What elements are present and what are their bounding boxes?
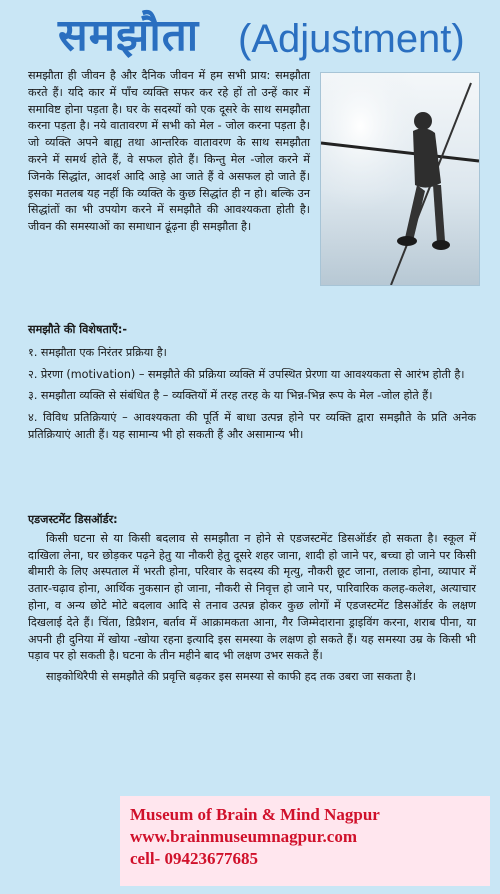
feature-item: १. समझौता एक निरंतर प्रक्रिया है।	[28, 345, 167, 359]
disorder-heading: एडजस्टमेंट डिसऑर्डर:	[28, 513, 118, 526]
intro-section	[28, 68, 480, 290]
museum-phone[interactable]: cell- 09423677685	[130, 849, 258, 868]
disorder-paragraph: किसी घटना से या किसी बदलाव से समझौता न होने से एडजस्टमेंट डिसऑर्डर हो सकता है। स्कूल में दाखिला लेना, घर छोड़कर पढ़ने हेतु या नौकरी हेतु दूसरे शहर जाना, शादी हो जाने पर, बच्चा हो जाने पर किसी बीमारी के लिए अस्पताल में भरती होना, परिवार के सदस्य की मृत्यु, नौकरी छूट जाना, तलाक होना, व्यापार में उतार-चढ़ाव होना, आर्थिक नुकसान हो जाना, नौकरी से निवृत्त हो जाने पर, पारिवारिक कलह-कलेश, अत्याचार होना, व अन्य छोटे मोटे बदलाव आदि से तनाव उत्पन्न होकर कुछ लोगों में एडजस्टमेंट डिसऑर्डर के लक्षण दिखलाई देते हैं। चिंता, डिप्रैशन, बर्ताव में आक्रामकता आना, गैर जिम्मेदाराना ड्राइविंग करना, शराब पीना, या अपनी ही दुनिया में खोया -खोया रहना इत्यादि इस समस्या के लक्षण हो सकते हैं। यह समस्या उम्र के किसी भी पड़ाव पर हो सकती है। घटना के तीन महीने बाद भी लक्षण उभर सकते हैं।	[28, 531, 476, 663]
feature-item: २. प्रेरणा (motivation) – समझौते की प्रक्रिया व्यक्ति में उपस्थित प्रेरणा या आवश्यकता से आरंभ होती है।	[28, 367, 465, 381]
disorder-section	[28, 512, 476, 686]
features-heading: समझौते की विशेषताएँ:-	[28, 323, 128, 336]
museum-name: Museum of Brain & Mind Nagpur	[130, 805, 380, 824]
header	[28, 0, 476, 70]
intro-paragraph: समझौता ही जीवन है और दैनिक जीवन में हम सभी प्राय: समझौता करते हैं। यदि कार में पाँच व्यक्ति सफर कर रहे हों तो उन्हें कार में समाविष्ट होना पड़ता है। घर के सदस्यों को एक दूसरे के साथ समझौता करना पड़ता है। नये वातावरण में सभी को मेल - जोल करना पड़ता है। जो व्यक्ति अपने बाह्य तथा आन्तरिक वातावरण के साथ समझौता करने में समर्थ होते हैं, वे सफल होते हैं। किन्तु मेल -जोल करने में जिनके सिद्धांत, आदर्श आदि आड़े आ जाते हैं वे असफल हो जाते हैं। इसका मतलब यह नहीं कि व्यक्ति के कुछ सिद्धांत ही न हो। बल्कि उन सिद्धांतों का भी उपयोग करने में समझौते की आवश्यकता होती है। जीवन की समस्याओं का समाधान ढूंढ़ना ही समझौता है।	[28, 69, 310, 234]
museum-contact-box	[120, 796, 490, 886]
museum-website[interactable]: www.brainmuseumnagpur.com	[130, 827, 358, 846]
disorder-closing: साइकोथिरैपी से समझौते की प्रवृत्ति बढ़कर इस समस्या से काफी हद तक उबरा जा सकता है।	[46, 670, 417, 684]
feature-item: ३. समझौता व्यक्ति से संबंधित है – व्यक्तियों में तरह तरह के या भिन्न-भिन्न रूप के मेल -जोल होते हैं।	[28, 389, 433, 403]
title-english: (Adjustment)	[238, 17, 465, 61]
features-section	[28, 322, 476, 449]
tightrope-walker-photo	[320, 72, 480, 286]
title-hindi: समझौता	[58, 10, 200, 61]
tightrope-walker-illustration	[321, 73, 479, 285]
feature-item: ४. विविध प्रतिक्रियाएं – आवश्यकता की पूर्ति में बाधा उत्पन्न होने पर व्यक्ति द्वारा समझौते के प्रति अनेक प्रतिक्रियाएं आती हैं। यह सामान्य भी हो सकती हैं और असामान्य भी।	[28, 411, 476, 441]
